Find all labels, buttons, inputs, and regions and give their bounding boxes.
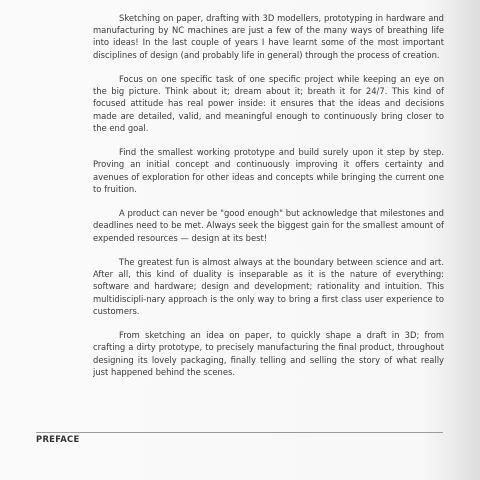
paragraph-2: Focus on one specific task of one specific project while keeping an eye on the big picture. Think about it; dream about it; breath it for 24/7. This kind of focused attitude has real power inside: it ensures that the ideas and decisions made are detailed, valid, and meaningful enough to continuously bring closer to the end goal. bbox=[93, 74, 444, 133]
preface-body bbox=[93, 12, 444, 390]
section-label: PREFACE bbox=[36, 434, 80, 444]
paragraph-4: A product can never be "good enough" but acknowledge that milestones and deadlines need to be met. Always seek the biggest gain for the smallest amount of expended resources — design at its best! bbox=[93, 208, 444, 243]
paragraph-6: From sketching an idea on paper, to quickly shape a draft in 3D; from crafting a dirty prototype, to precisely manufacturing the final product, throughout designing its lovely packaging, finally telling and selling the story of what really just happened behind the scenes. bbox=[93, 330, 444, 377]
paragraph-3: Find the smallest working prototype and build surely upon it step by step. Proving an initial concept and continuously improving it offers certainty and avenues of exploration for other ideas and concepts while bringing the current one to fruition. bbox=[93, 147, 444, 194]
footer-divider bbox=[36, 432, 443, 433]
paragraph-1: Sketching on paper, drafting with 3D modellers, prototyping in hardware and manufacturing by NC machines are just a few of the many ways of breathing life into ideas! In the last couple of years I have learnt some of the most important disciplines of design (and probably life in general) through the process of creation. bbox=[93, 13, 444, 60]
paragraph-5: The greatest fun is almost always at the boundary between science and art. After all, this kind of duality is inseparable as it is the nature of everything: software and hardware; design and development; rationality and intuition. This multidiscipli-nary approach is the only way to bring a first class user experience to customers. bbox=[93, 257, 444, 316]
